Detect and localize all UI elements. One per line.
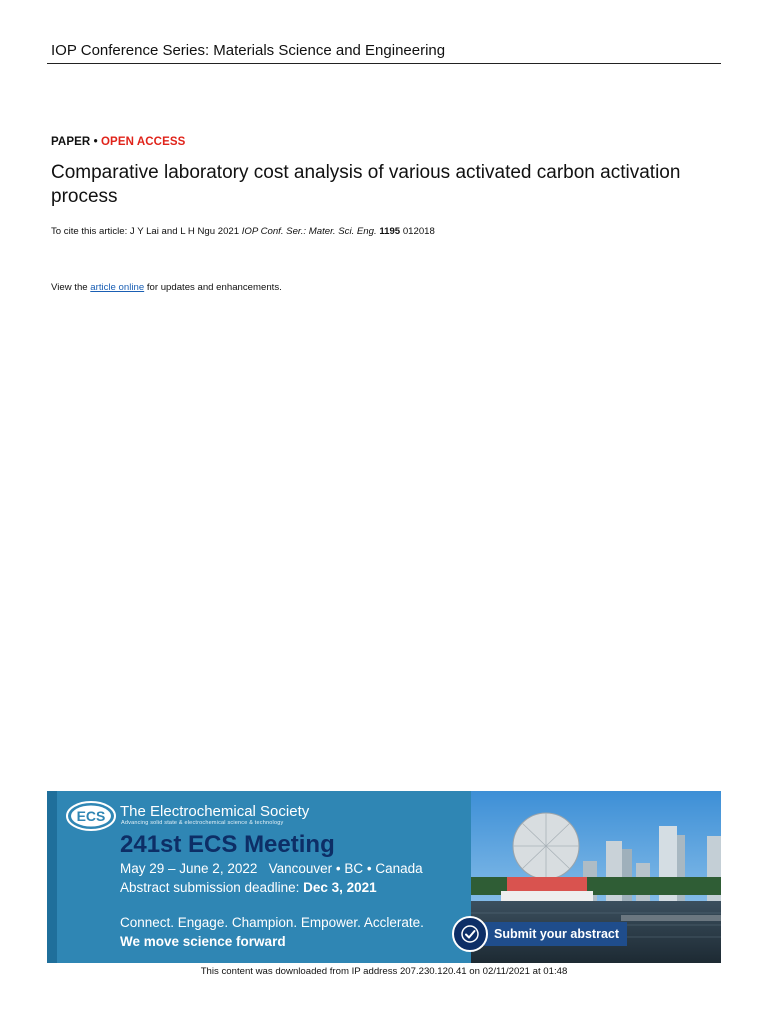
citation-journal: IOP Conf. Ser.: Mater. Sci. Eng. — [241, 226, 377, 237]
ecs-logo-text: ECS — [76, 808, 106, 824]
article-title: Comparative laboratory cost analysis of various activated carbon activation process — [51, 162, 681, 207]
banner-motto: We move science forward — [120, 934, 286, 949]
article-online-link[interactable]: article online — [90, 282, 145, 293]
submit-abstract-button[interactable] — [452, 920, 627, 948]
society-tagline: Advancing solid state & electrochemical science & technology — [121, 820, 284, 826]
journal-name: IOP Conference Series: Materials Science and Engineering — [51, 42, 446, 59]
meeting-title: 241st ECS Meeting — [120, 831, 335, 858]
separator-dot: • — [93, 136, 98, 148]
banner-stripe — [47, 791, 57, 963]
paper-label: PAPER — [51, 136, 91, 148]
article-type-line — [51, 136, 185, 148]
society-name: The Electrochemical Society — [120, 803, 310, 820]
submit-abstract-label: Submit your abstract — [484, 922, 627, 946]
citation-prefix: To cite this article: J Y Lai and L H Ngu 2021 — [51, 226, 240, 237]
citation-number: 012018 — [402, 226, 435, 237]
deadline-label: Abstract submission deadline: — [120, 880, 300, 895]
ecs-advertisement-banner[interactable] — [47, 791, 721, 963]
header-divider — [47, 63, 721, 64]
citation-line — [51, 226, 435, 237]
download-note: This content was downloaded from IP address 207.230.120.41 on 02/11/2021 at 01:48 — [200, 966, 568, 977]
meeting-dates-location: May 29 – June 2, 2022 Vancouver • BC • Canada — [120, 861, 423, 876]
citation-volume: 1195 — [379, 226, 401, 237]
view-prefix: View the — [51, 282, 88, 293]
view-online-line — [51, 282, 282, 293]
ecs-logo — [66, 800, 116, 832]
abstract-deadline — [120, 880, 377, 895]
banner-slogan: Connect. Engage. Champion. Empower. Acclerate. — [120, 915, 424, 930]
view-suffix: for updates and enhancements. — [146, 282, 282, 293]
checkmark-icon — [452, 916, 488, 952]
open-access-label: OPEN ACCESS — [101, 136, 186, 148]
deadline-date: Dec 3, 2021 — [303, 880, 377, 895]
